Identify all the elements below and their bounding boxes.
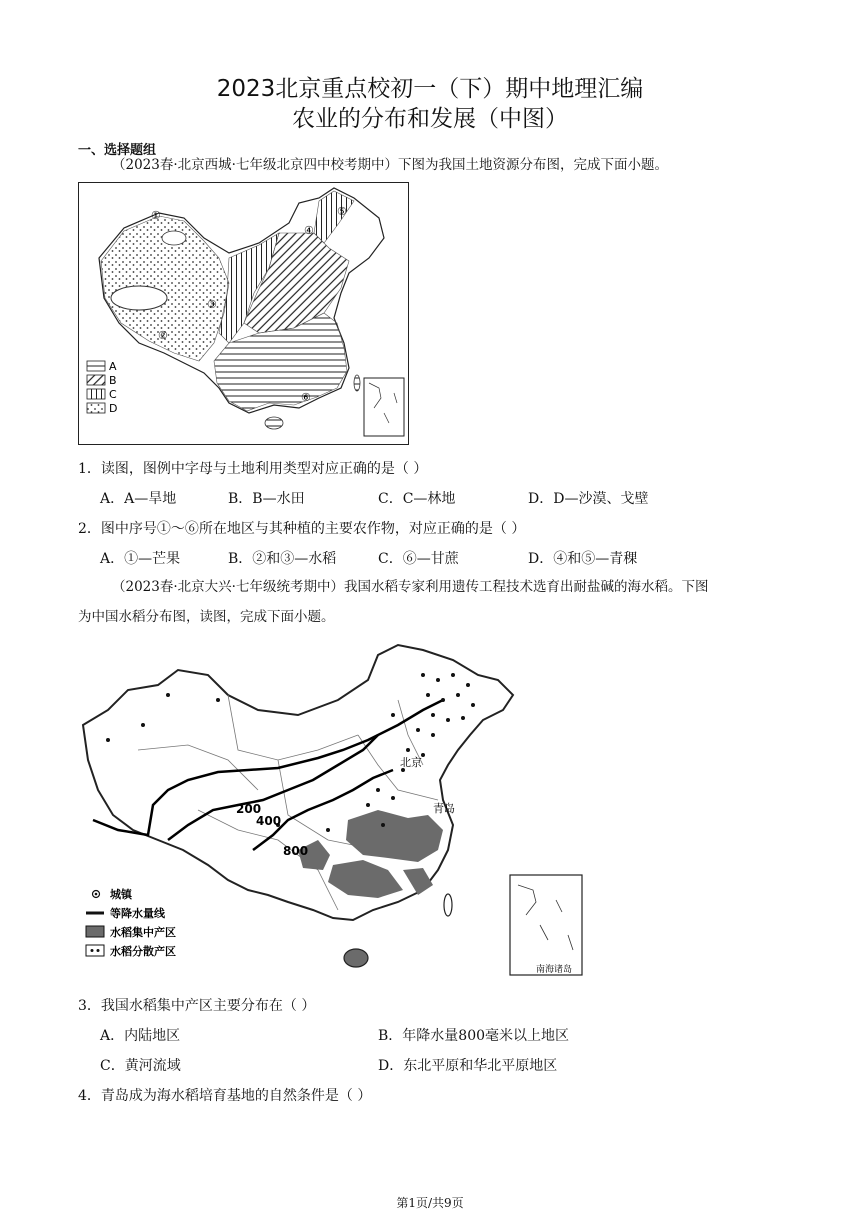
- q2-option-c: C．⑥—甘蔗: [378, 551, 459, 567]
- page-footer: 第1页/共9页: [396, 1196, 464, 1210]
- legend-rice-concentrated: 水稻集中产区: [110, 926, 176, 939]
- question-3: 3．我国水稻集中产区主要分布在（ ）: [78, 998, 316, 1014]
- q3-option-c: C．黄河流域: [100, 1058, 181, 1074]
- q1-option-a: A．A—旱地: [100, 491, 177, 507]
- legend-isohyet: 等降水量线: [110, 907, 165, 920]
- map1-label-5: ⑤: [337, 205, 347, 218]
- section-heading: 一、选择题组: [78, 143, 157, 158]
- isohyet-200: 200: [236, 802, 262, 816]
- group2-intro-line2: 为中国水稻分布图，读图，完成下面小题。: [78, 609, 335, 625]
- isohyet-400: 400: [256, 814, 282, 828]
- legend-rice-scattered: 水稻分散产区: [110, 945, 176, 958]
- page-title: 2023北京重点校初一（下）期中地理汇编: [216, 76, 644, 102]
- map2-legend: [86, 887, 176, 958]
- group2-intro-line1: （2023春·北京大兴·七年级统考期中）我国水稻专家利用遗传工程技术选育出耐盐碱的海水稻。下图: [112, 579, 709, 595]
- q3-option-b: B．年降水量800毫米以上地区: [378, 1028, 570, 1044]
- map1-label-6: ⑥: [301, 391, 311, 404]
- south-sea-label: 南海诸岛: [536, 965, 573, 975]
- label-beijing: 北京: [400, 756, 422, 769]
- legend-b: B: [109, 374, 117, 387]
- map1-label-2: ②: [158, 329, 168, 342]
- q1-option-d: D．D—沙漠、戈壁: [528, 491, 649, 507]
- rice-distribution-map: [78, 640, 588, 985]
- map1-label-4: ④: [304, 224, 314, 237]
- legend-d: D: [109, 402, 118, 415]
- label-qingdao: 青岛: [433, 802, 455, 815]
- group1-intro: （2023春·北京西城·七年级北京四中校考期中）下图为我国土地资源分布图，完成下面小题。: [112, 157, 668, 173]
- q3-option-d: D．东北平原和华北平原地区: [378, 1058, 558, 1074]
- q2-option-b: B．②和③—水稻: [228, 551, 337, 567]
- page-subtitle: 农业的分布和发展（中图）: [292, 106, 568, 132]
- legend-town: 城镇: [110, 888, 132, 901]
- question-1: 1．读图，图例中字母与土地利用类型对应正确的是（ ）: [78, 461, 428, 477]
- map1-label-3: ③: [207, 298, 217, 311]
- q1-option-c: C．C—林地: [378, 491, 456, 507]
- map1-legend: [87, 360, 117, 415]
- isohyet-800: 800: [283, 844, 309, 858]
- q1-option-b: B．B—水田: [228, 491, 305, 507]
- land-resource-map: [78, 182, 409, 445]
- legend-a: A: [109, 360, 117, 373]
- map1-label-1: ①: [151, 209, 161, 222]
- q2-option-a: A．①—芒果: [100, 551, 181, 567]
- question-2: 2．图中序号①～⑥所在地区与其种植的主要农作物，对应正确的是（ ）: [78, 521, 526, 537]
- legend-c: C: [109, 388, 117, 401]
- q3-option-a: A．内陆地区: [100, 1028, 181, 1044]
- question-4: 4．青岛成为海水稻培育基地的自然条件是（ ）: [78, 1088, 372, 1104]
- q2-option-d: D．④和⑤—青稞: [528, 551, 638, 567]
